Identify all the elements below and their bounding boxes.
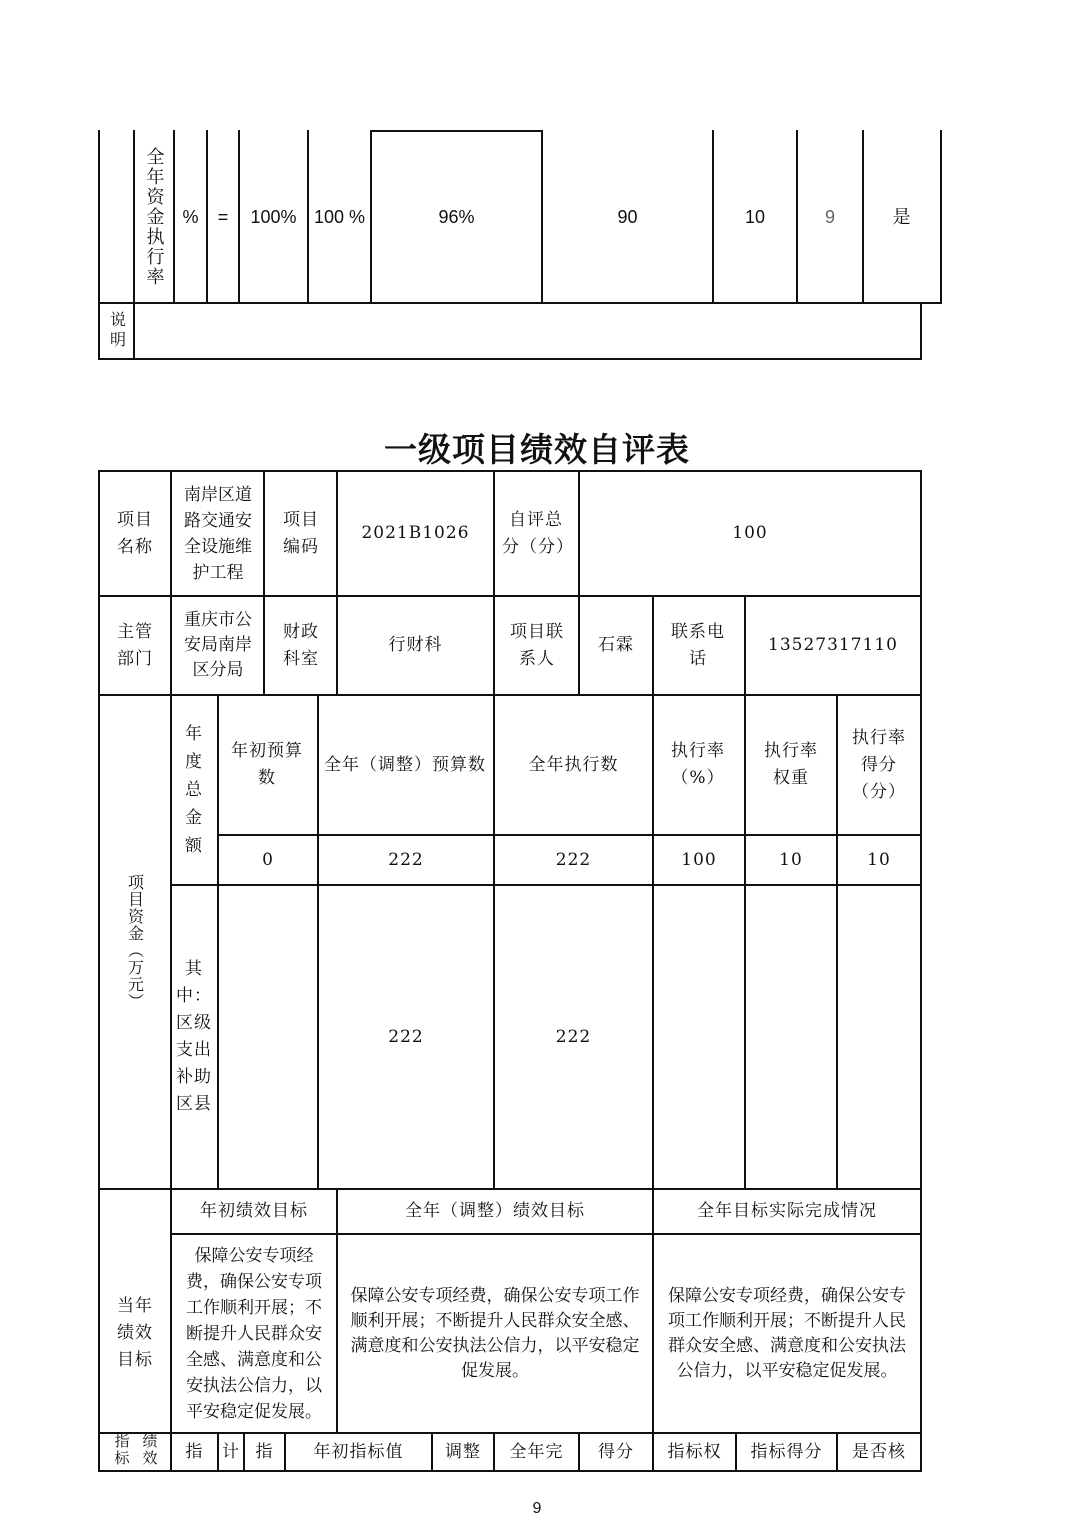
ind-header-adjust: 调整 (445, 1441, 481, 1462)
contact-label: 项目联系人 (510, 621, 564, 669)
ind-header-col3: 指 (255, 1441, 274, 1462)
phone-number: 13527317110 (768, 635, 898, 655)
header-exec-weight: 执行率权重 (764, 741, 818, 788)
header-exec-score: 执行率得分（分） (852, 727, 906, 802)
total-adjusted-budget: 222 (388, 849, 424, 870)
total-score: 100 (732, 523, 768, 543)
ind-header-perf: 绩效 (142, 1432, 158, 1467)
prev-unit: % (182, 206, 199, 227)
page-title: 一级项目绩效自评表 (384, 430, 690, 469)
total-exec-rate: 100 (681, 849, 717, 870)
contact-name: 石霖 (598, 635, 634, 655)
prev-is-core: 是 (892, 206, 912, 228)
goals-header-actual: 全年目标实际完成情况 (697, 1201, 877, 1221)
page-number: 9 (532, 1500, 542, 1517)
ind-header-completed: 全年完 (509, 1441, 564, 1462)
department-name: 重庆市公安局南岸区分局 (184, 610, 252, 680)
funds-label: 项目资金（万元） (125, 874, 145, 1010)
sub-adjusted-budget: 222 (388, 1026, 424, 1047)
total-executed: 222 (555, 849, 592, 870)
ind-header-indicator: 指标 (114, 1432, 130, 1467)
prev-operator: = (217, 206, 229, 227)
project-code-label: 项目编码 (283, 509, 319, 557)
goals-initial: 保障公安专项经费，确保公安专项工作顺利开展；不断提升人民群众安全感、满意度和公安执法公信力，以平安稳定促发展。 (186, 1245, 322, 1422)
total-amount-label: 年度总金额 (185, 724, 203, 856)
ind-header-weight: 指标权 (667, 1441, 722, 1462)
goals-adjusted: 保障公安专项经费，确保公安专项工作顺利开展；不断提升人民群众安全感、满意度和公安执法公信力，以平安稳定促发展。 (350, 1285, 640, 1381)
goals-header-adjusted: 全年（调整）绩效目标 (405, 1201, 585, 1221)
ind-header-score: 得分 (598, 1441, 634, 1462)
ind-header-col1: 指 (185, 1441, 204, 1462)
prev-score: 9 (824, 206, 835, 227)
ind-header-initial: 年初指标值 (313, 1441, 404, 1462)
phone-label: 联系电话 (671, 621, 725, 669)
project-name: 南岸区道路交通安全设施维护工程 (184, 484, 252, 583)
prev-initial-value: 100% (250, 206, 297, 227)
ind-header-col2: 计 (222, 1441, 240, 1462)
sub-item-label: 其中：区级支出补助区县 (176, 959, 212, 1114)
header-adjusted-budget: 全年（调整）预算数 (324, 754, 486, 775)
prev-indicator-name: 全年资金执行率 (143, 147, 165, 287)
project-code: 2021B1026 (361, 523, 470, 543)
goals-header-initial: 年初绩效目标 (200, 1201, 308, 1221)
sub-executed: 222 (555, 1026, 592, 1047)
prev-score-value: 90 (617, 206, 638, 227)
total-exec-score: 10 (867, 849, 891, 870)
finance-office: 行财科 (388, 635, 443, 655)
goals-label: 当年绩效目标 (117, 1296, 153, 1370)
ind-header-is-core: 是否核 (852, 1441, 906, 1462)
prev-weight: 10 (744, 206, 766, 227)
total-exec-weight: 10 (779, 849, 803, 870)
department-label: 主管部门 (117, 621, 153, 669)
header-exec-rate: 执行率（%） (671, 741, 725, 788)
prev-completed-value: 96% (438, 206, 475, 227)
finance-office-label: 财政科室 (283, 621, 319, 669)
prev-note-label: 说明 (107, 311, 127, 351)
header-initial-budget: 年初预算数 (231, 741, 303, 788)
header-executed: 全年执行数 (528, 754, 619, 775)
total-score-label: 自评总分（分） (502, 509, 574, 557)
project-name-label: 项目名称 (117, 509, 153, 557)
prev-adjusted-value: 100 % (313, 207, 366, 227)
total-initial-budget: 0 (262, 849, 274, 870)
goals-actual: 保障公安专项经费，确保公安专项工作顺利开展；不断提升人民群众安全感、满意度和公安执法公信力，以平安稳定促发展。 (668, 1285, 906, 1381)
ind-header-ind-score: 指标得分 (750, 1441, 823, 1462)
